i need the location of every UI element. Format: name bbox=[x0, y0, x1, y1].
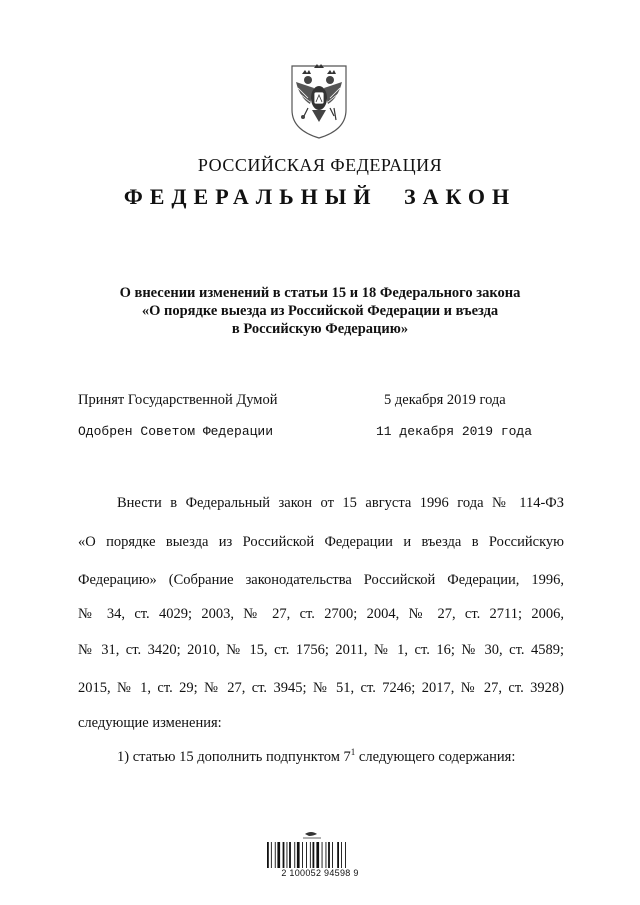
barcode-bar bbox=[310, 842, 311, 868]
law-title-line: в Российскую Федерацию» bbox=[231, 321, 409, 337]
law-title-line: «О порядке выезда из Российской Федерации и въезда bbox=[141, 303, 499, 319]
item-1-text-end: следующего содержания: bbox=[355, 749, 516, 765]
coat-of-arms-icon bbox=[284, 58, 354, 140]
body-line: № 31, ст. 3420; 2010, № 15, ст. 1756; 2011, № 1, ст. 16; № 30, ст. 4589; bbox=[78, 642, 564, 658]
barcode-bar bbox=[328, 842, 330, 868]
barcode-bar bbox=[297, 842, 300, 868]
duma-approval-date: 5 декабря 2019 года bbox=[384, 392, 506, 408]
council-approval-date: 11 декабря 2019 года bbox=[376, 424, 533, 439]
barcode-bar bbox=[287, 842, 288, 868]
barcode-bar bbox=[289, 842, 291, 868]
duma-approval-label: Принят Государственной Думой bbox=[78, 392, 278, 408]
barcode-bar bbox=[337, 842, 339, 868]
barcode-bar bbox=[271, 842, 272, 868]
item-1 bbox=[117, 748, 564, 766]
barcode-bar bbox=[275, 842, 276, 868]
barcode-bar bbox=[322, 842, 323, 868]
body-line: № 34, ст. 4029; 2003, № 27, ст. 2700; 2004, № 27, ст. 2711; 2006, bbox=[78, 606, 564, 622]
barcode-bar bbox=[306, 842, 307, 868]
item-1-text: 1) статью 15 дополнить подпунктом 7 bbox=[117, 749, 351, 765]
duma-approval-row bbox=[78, 392, 548, 409]
barcode-bar bbox=[277, 842, 280, 868]
barcode-bar bbox=[283, 842, 285, 868]
barcode-bar bbox=[316, 842, 319, 868]
body-line: Внести в Федеральный закон от 15 августа 1996 года № 114-ФЗ bbox=[117, 495, 564, 511]
body-line: следующие изменения: bbox=[78, 715, 222, 731]
barcode-bar bbox=[302, 842, 303, 868]
council-approval-row bbox=[78, 424, 548, 439]
barcode-bar bbox=[341, 842, 342, 868]
item-1-superscript: 1 bbox=[350, 747, 356, 757]
body-line: Федерацию» (Собрание законодательства Российской Федерации, 1996, bbox=[78, 572, 564, 588]
council-approval-label: Одобрен Советом Федерации bbox=[78, 424, 274, 439]
barcode-bar bbox=[313, 842, 315, 868]
law-type-heading: ФЕДЕРАЛЬНЫЙ ЗАКОН bbox=[123, 184, 517, 209]
body-line: 2015, № 1, ст. 29; № 27, ст. 3945; № 51, ст. 7246; 2017, № 27, ст. 3928) bbox=[78, 680, 564, 696]
barcode-bar bbox=[326, 842, 327, 868]
barcode-bar bbox=[267, 842, 269, 868]
barcode-bar bbox=[332, 842, 333, 868]
body-line: «О порядке выезда из Российской Федерации и въезда в Российскую bbox=[78, 534, 564, 550]
barcode-bar bbox=[345, 842, 346, 868]
barcode-number: 2 100052 94598 9 bbox=[281, 868, 359, 878]
country-name: РОССИЙСКАЯ ФЕДЕРАЦИЯ bbox=[197, 155, 443, 175]
law-title-line: О внесении изменений в статьи 15 и 18 Федерального закона bbox=[119, 285, 521, 301]
law-title bbox=[70, 284, 570, 338]
barcode-bar bbox=[294, 842, 295, 868]
